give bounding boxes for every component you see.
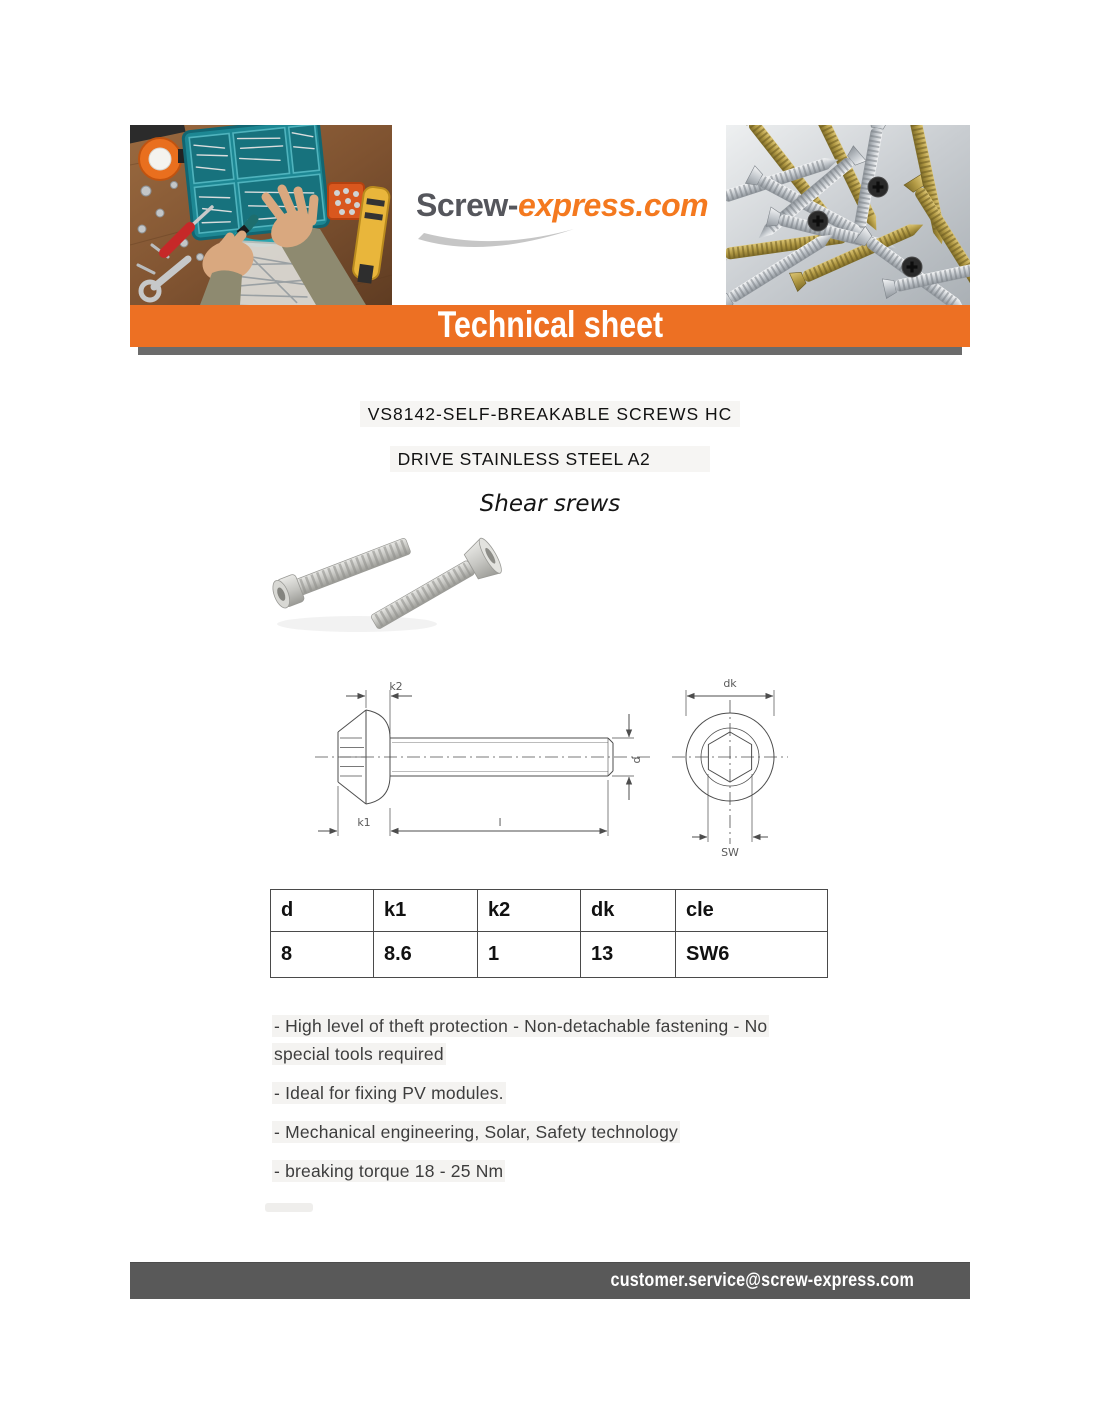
feature-item: - Mechanical engineering, Solar, Safety technology xyxy=(274,1122,678,1142)
spec-val-k1: 8.6 xyxy=(374,932,478,978)
logo xyxy=(392,125,726,305)
spec-val-k2: 1 xyxy=(478,932,581,978)
technical-sheet-bar xyxy=(130,305,970,347)
dim-label-k1: k1 xyxy=(357,816,371,829)
product-title-line1: VS8142-SELF-BREAKABLE SCREWS HC xyxy=(130,404,970,425)
footer-bar xyxy=(130,1262,970,1299)
spec-col-d: d xyxy=(271,890,374,932)
logo-suffix: express.com xyxy=(517,187,709,223)
footer-email: customer.service@screw-express.com xyxy=(610,1270,914,1291)
dim-label-d: d xyxy=(630,756,643,764)
spec-val-dk: 13 xyxy=(581,932,676,978)
workbench-photo xyxy=(130,125,392,305)
product-title-line2: DRIVE STAINLESS STEEL A2 xyxy=(130,449,970,470)
spec-value-row xyxy=(271,932,828,978)
product-photo xyxy=(262,512,518,644)
dim-label-k2: k2 xyxy=(389,680,403,693)
spec-val-d: 8 xyxy=(271,932,374,978)
spec-col-k2: k2 xyxy=(478,890,581,932)
feature-item: - breaking torque 18 - 25 Nm xyxy=(274,1161,504,1181)
logo-text xyxy=(416,187,708,224)
spec-col-cle: cle xyxy=(676,890,828,932)
dim-label-dk: dk xyxy=(723,677,737,690)
spec-col-k1: k1 xyxy=(374,890,478,932)
dim-label-l: l xyxy=(498,816,502,829)
logo-swoosh-icon xyxy=(414,221,624,257)
spec-col-dk: dk xyxy=(581,890,676,932)
feature-item: - Ideal for fixing PV modules. xyxy=(274,1083,504,1103)
divider-strip xyxy=(138,347,962,355)
scan-artifact xyxy=(265,1203,313,1212)
feature-list xyxy=(272,1012,796,1196)
dim-label-sw: SW xyxy=(721,846,739,859)
feature-item: - High level of theft protection - Non-detachable fastening - No special tools required xyxy=(274,1016,768,1064)
header-banner xyxy=(130,125,970,305)
spec-header-row xyxy=(271,890,828,932)
screw-pile-photo xyxy=(726,125,970,305)
technical-drawing xyxy=(300,650,805,865)
product-subtitle: Shear srews xyxy=(479,491,621,517)
spec-table xyxy=(270,889,828,978)
technical-sheet-title: Technical sheet xyxy=(437,304,663,345)
spec-val-cle: SW6 xyxy=(676,932,828,978)
logo-prefix: Screw- xyxy=(416,187,518,223)
